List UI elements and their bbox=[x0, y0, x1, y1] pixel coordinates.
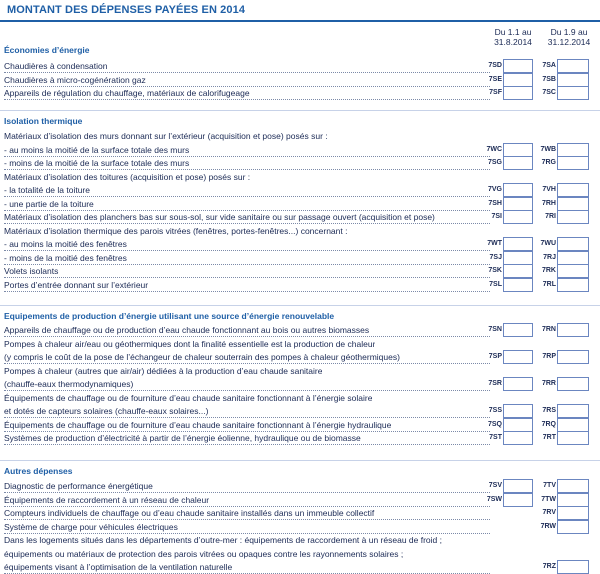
amount-input-period-1[interactable] bbox=[503, 59, 533, 73]
row-label: - moins de la moitié des fenêtres bbox=[4, 253, 490, 265]
form-row bbox=[0, 521, 600, 534]
amount-input-period-2[interactable] bbox=[557, 73, 589, 87]
amount-input-period-2[interactable] bbox=[557, 251, 589, 265]
form-row bbox=[0, 144, 600, 157]
column-header-period-1: Du 1.1 au 31.8.2014 bbox=[494, 27, 532, 47]
box-code: 7WB bbox=[540, 145, 556, 153]
amount-input-period-2[interactable] bbox=[557, 183, 589, 197]
box-code: 7RS bbox=[542, 407, 556, 414]
form-row bbox=[0, 225, 600, 238]
amount-input-period-2[interactable] bbox=[557, 377, 589, 391]
row-label: Volets isolants bbox=[4, 266, 490, 278]
amount-input-period-2[interactable] bbox=[557, 431, 589, 445]
row-label: Diagnostic de performance énergétique bbox=[4, 481, 490, 493]
box-code: 7RL bbox=[542, 280, 556, 288]
form-row bbox=[0, 480, 600, 493]
amount-input-period-2[interactable] bbox=[557, 59, 589, 73]
amount-input-period-1[interactable] bbox=[503, 143, 533, 157]
amount-input-period-1[interactable] bbox=[503, 479, 533, 493]
amount-input-period-1[interactable] bbox=[503, 377, 533, 391]
form-row bbox=[0, 405, 600, 418]
row-label: Matériaux d’isolation des planchers bas sur sous-sol, sur vide sanitaire ou sur passage ouvert (acquisition et pose) bbox=[4, 212, 490, 224]
box-code: 7SI bbox=[491, 213, 502, 220]
form-row bbox=[0, 171, 600, 184]
row-label: Matériaux d’isolation des murs donnant sur l’extérieur (acquisition et pose) posés sur : bbox=[4, 131, 328, 141]
box-code: 7SV bbox=[488, 482, 502, 489]
form-row bbox=[0, 432, 600, 445]
amount-input-period-2[interactable] bbox=[557, 350, 589, 364]
form-row bbox=[0, 392, 600, 405]
row-label: Appareils de régulation du chauffage, matériaux de calorifugeage bbox=[4, 88, 490, 100]
form-row bbox=[0, 378, 600, 391]
form-row bbox=[0, 338, 600, 351]
amount-input-period-2[interactable] bbox=[557, 520, 589, 534]
form-row bbox=[0, 74, 600, 87]
row-label: - moins de la moitié de la surface totale des murs bbox=[4, 158, 490, 170]
form-row bbox=[0, 252, 600, 265]
box-code: 7VH bbox=[542, 186, 556, 193]
amount-input-period-1[interactable] bbox=[503, 278, 533, 292]
box-code: 7RN bbox=[541, 326, 556, 333]
amount-input-period-2[interactable] bbox=[557, 86, 589, 100]
amount-input-period-2[interactable] bbox=[557, 237, 589, 251]
row-label: Portes d’entrée donnant sur l’extérieur bbox=[4, 280, 490, 292]
section-title: Isolation thermique bbox=[4, 116, 83, 126]
box-code: 7SJ bbox=[489, 253, 502, 261]
box-code: 7RW bbox=[540, 522, 556, 530]
row-label: Équipements de raccordement à un réseau de chaleur bbox=[4, 495, 490, 507]
amount-input-period-2[interactable] bbox=[557, 418, 589, 432]
amount-input-period-1[interactable] bbox=[503, 183, 533, 197]
box-code: 7VG bbox=[487, 186, 502, 193]
box-code: 7TW bbox=[541, 495, 556, 503]
section-divider bbox=[0, 110, 600, 111]
form-row bbox=[0, 507, 600, 520]
box-code: 7ST bbox=[489, 434, 502, 441]
box-code: 7SG bbox=[487, 159, 502, 166]
amount-input-period-2[interactable] bbox=[557, 210, 589, 224]
box-code: 7SS bbox=[488, 407, 502, 414]
amount-input-period-2[interactable] bbox=[557, 506, 589, 520]
amount-input-period-2[interactable] bbox=[557, 264, 589, 278]
amount-input-period-2[interactable] bbox=[557, 493, 589, 507]
amount-input-period-1[interactable] bbox=[503, 237, 533, 251]
box-code: 7WC bbox=[486, 145, 502, 153]
amount-input-period-2[interactable] bbox=[557, 560, 589, 574]
amount-input-period-1[interactable] bbox=[503, 264, 533, 278]
form-row bbox=[0, 184, 600, 197]
box-code: 7WT bbox=[487, 240, 502, 247]
box-code: 7SQ bbox=[487, 420, 502, 428]
row-label: Appareils de chauffage ou de production d’eau chaude fonctionnant au bois ou autres biomasses bbox=[4, 325, 490, 337]
row-label: (chauffe-eaux thermodynamiques) bbox=[4, 379, 490, 391]
amount-input-period-2[interactable] bbox=[557, 156, 589, 170]
box-code: 7SN bbox=[488, 326, 502, 333]
amount-input-period-2[interactable] bbox=[557, 197, 589, 211]
amount-input-period-2[interactable] bbox=[557, 404, 589, 418]
row-label: Pompes à chaleur air/eau ou géothermiques dont la finalité essentielle est la production de chaleur bbox=[4, 338, 376, 349]
amount-input-period-1[interactable] bbox=[503, 156, 533, 170]
amount-input-period-2[interactable] bbox=[557, 143, 589, 157]
box-code: 7RT bbox=[542, 434, 556, 441]
row-label: - une partie de la toiture bbox=[4, 199, 490, 211]
box-code: 7RZ bbox=[542, 563, 556, 570]
row-label: - au moins la moitié de la surface totale des murs bbox=[4, 145, 490, 157]
amount-input-period-2[interactable] bbox=[557, 323, 589, 337]
box-code: 7WU bbox=[540, 240, 556, 247]
form-row bbox=[0, 561, 600, 574]
row-label: - la totalité de la toiture bbox=[4, 185, 490, 197]
form-row bbox=[0, 351, 600, 364]
row-label: Chaudières à micro-cogénération gaz bbox=[4, 75, 490, 87]
box-code: 7RH bbox=[541, 199, 556, 207]
box-code: 7SL bbox=[489, 280, 502, 288]
form-row bbox=[0, 238, 600, 251]
row-label: équipements ou matériaux de protection des parois vitrées ou opaques contre les rayonnements solaires ; bbox=[4, 548, 404, 559]
form-row bbox=[0, 198, 600, 211]
amount-input-period-1[interactable] bbox=[503, 251, 533, 265]
box-code: 7SB bbox=[542, 75, 556, 83]
box-code: 7RQ bbox=[541, 420, 556, 428]
box-code: 7SP bbox=[488, 353, 502, 360]
row-label: Matériaux d’isolation des toitures (acquisition et pose) posés sur : bbox=[4, 171, 251, 182]
form-row bbox=[0, 279, 600, 292]
box-code: 7TV bbox=[543, 482, 556, 489]
row-label: et dotés de capteurs solaires (chauffe-eaux solaires...) bbox=[4, 406, 490, 418]
row-label: Équipements de chauffage ou de fourniture d’eau chaude sanitaire fonctionnant à l’énergie solaire bbox=[4, 392, 373, 403]
section-title: Autres dépenses bbox=[4, 466, 73, 476]
row-label: - au moins la moitié des fenêtres bbox=[4, 239, 490, 251]
form-row bbox=[0, 265, 600, 278]
box-code: 7SF bbox=[489, 89, 502, 96]
box-code: 7SC bbox=[542, 89, 556, 96]
form-row bbox=[0, 87, 600, 100]
form-row bbox=[0, 548, 600, 561]
amount-input-period-1[interactable] bbox=[503, 493, 533, 507]
amount-input-period-1[interactable] bbox=[503, 210, 533, 224]
column-header-period-2: Du 1.9 au 31.12.2014 bbox=[547, 27, 591, 47]
box-code: 7SE bbox=[488, 75, 502, 83]
box-code: 7RK bbox=[541, 267, 556, 274]
amount-input-period-1[interactable] bbox=[503, 404, 533, 418]
row-label: Dans les logements situés dans les départements d’outre-mer : équipements de raccordement à un réseau de froid ; bbox=[4, 535, 442, 545]
form-row bbox=[0, 60, 600, 73]
amount-input-period-1[interactable] bbox=[503, 350, 533, 364]
section-title: Equipements de production d’énergie utilisant une source d’énergie renouvelable bbox=[4, 311, 335, 321]
form-row bbox=[0, 365, 600, 378]
row-label: Matériaux d’isolation thermique des parois vitrées (fenêtres, portes-fenêtres...) concernant : bbox=[4, 225, 348, 236]
form-row bbox=[0, 534, 600, 547]
section-title: Économies d’énergie bbox=[4, 45, 90, 55]
box-code: 7SR bbox=[488, 380, 502, 387]
row-label: (y compris le coût de la pose de l’échangeur de chaleur souterrain des pompes à chaleur géothermiques) bbox=[4, 352, 490, 364]
row-label: Équipements de chauffage ou de fourniture d’eau chaude sanitaire fonctionnant à l’énergie hydraulique bbox=[4, 420, 490, 432]
box-code: 7RV bbox=[542, 509, 556, 516]
amount-input-period-2[interactable] bbox=[557, 479, 589, 493]
form-row bbox=[0, 130, 600, 143]
box-code: 7RJ bbox=[543, 253, 556, 261]
box-code: 7RI bbox=[545, 213, 556, 220]
box-code: 7SH bbox=[488, 199, 502, 207]
box-code: 7SK bbox=[488, 267, 502, 274]
form-row bbox=[0, 324, 600, 337]
box-code: 7SA bbox=[542, 62, 556, 69]
box-code: 7RR bbox=[541, 380, 556, 387]
section-divider bbox=[0, 460, 600, 461]
box-code: 7RG bbox=[541, 159, 556, 166]
form-row bbox=[0, 419, 600, 432]
title-bar bbox=[0, 0, 600, 22]
box-code: 7RP bbox=[542, 353, 556, 360]
row-label: Systèmes de production d’électricité à partir de l’énergie éolienne, hydraulique ou de biomasse bbox=[4, 433, 490, 445]
amount-input-period-1[interactable] bbox=[503, 418, 533, 432]
form-row bbox=[0, 157, 600, 170]
row-label: Chaudières à condensation bbox=[4, 61, 490, 73]
form-title: MONTANT DES DÉPENSES PAYÉES EN 2014 bbox=[7, 4, 246, 16]
box-code: 7SW bbox=[486, 495, 502, 503]
row-label: Pompes à chaleur (autres que air/air) dédiées à la production d’eau chaude sanitaire bbox=[4, 365, 323, 376]
amount-input-period-1[interactable] bbox=[503, 197, 533, 211]
amount-input-period-2[interactable] bbox=[557, 278, 589, 292]
amount-input-period-1[interactable] bbox=[503, 323, 533, 337]
row-label: Compteurs individuels de chauffage ou d’eau chaude sanitaire installés dans un immeuble collectif bbox=[4, 508, 490, 520]
amount-input-period-1[interactable] bbox=[503, 86, 533, 100]
form-row bbox=[0, 211, 600, 224]
amount-input-period-1[interactable] bbox=[503, 73, 533, 87]
amount-input-period-1[interactable] bbox=[503, 431, 533, 445]
box-code: 7SD bbox=[488, 62, 502, 69]
section-divider bbox=[0, 305, 600, 306]
row-label: Système de charge pour véhicules électriques bbox=[4, 522, 490, 534]
form-row bbox=[0, 494, 600, 507]
row-label: équipements visant à l’optimisation de la ventilation naturelle bbox=[4, 562, 490, 574]
